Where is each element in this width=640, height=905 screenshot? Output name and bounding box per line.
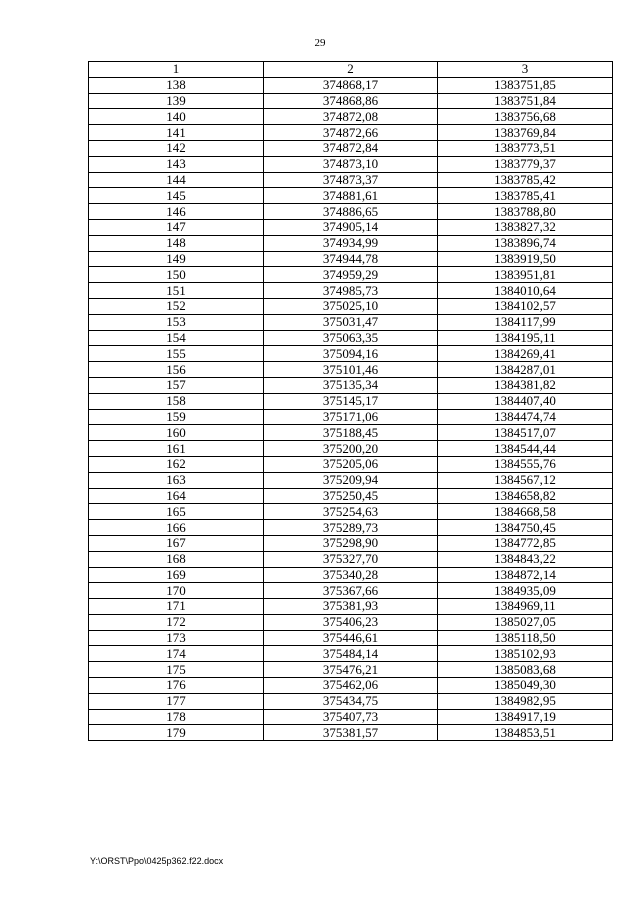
x-coordinate-cell: 374868,86 bbox=[264, 93, 438, 109]
x-coordinate-cell: 374886,65 bbox=[264, 204, 438, 220]
table-row bbox=[89, 204, 613, 220]
y-coordinate-cell: 1384567,12 bbox=[438, 472, 613, 488]
page-number: 29 bbox=[314, 37, 326, 49]
table-row bbox=[89, 709, 613, 725]
x-coordinate-cell: 374959,29 bbox=[264, 267, 438, 283]
y-coordinate-cell: 1384668,58 bbox=[438, 504, 613, 520]
x-coordinate-cell: 375209,94 bbox=[264, 472, 438, 488]
table-row bbox=[89, 109, 613, 125]
table-row bbox=[89, 377, 613, 393]
x-coordinate-cell: 375484,14 bbox=[264, 646, 438, 662]
y-coordinate-cell: 1384474,74 bbox=[438, 409, 613, 425]
table-body bbox=[89, 77, 613, 740]
table-row bbox=[89, 330, 613, 346]
x-coordinate-cell: 375135,34 bbox=[264, 377, 438, 393]
x-coordinate-cell: 375476,21 bbox=[264, 662, 438, 678]
x-coordinate-cell: 374934,99 bbox=[264, 235, 438, 251]
point-number-cell: 161 bbox=[89, 441, 264, 457]
x-coordinate-cell: 375381,93 bbox=[264, 599, 438, 615]
table-row bbox=[89, 504, 613, 520]
point-number-cell: 178 bbox=[89, 709, 264, 725]
y-coordinate-cell: 1384544,44 bbox=[438, 441, 613, 457]
point-number-cell: 155 bbox=[89, 346, 264, 362]
table-row bbox=[89, 567, 613, 583]
y-coordinate-cell: 1383756,68 bbox=[438, 109, 613, 125]
point-number-cell: 146 bbox=[89, 204, 264, 220]
x-coordinate-cell: 374873,10 bbox=[264, 156, 438, 172]
y-coordinate-cell: 1384853,51 bbox=[438, 725, 613, 741]
y-coordinate-cell: 1385027,05 bbox=[438, 614, 613, 630]
y-coordinate-cell: 1384658,82 bbox=[438, 488, 613, 504]
point-number-cell: 143 bbox=[89, 156, 264, 172]
x-coordinate-cell: 375446,61 bbox=[264, 630, 438, 646]
y-coordinate-cell: 1384195,11 bbox=[438, 330, 613, 346]
y-coordinate-cell: 1383773,51 bbox=[438, 140, 613, 156]
x-coordinate-cell: 375250,45 bbox=[264, 488, 438, 504]
y-coordinate-cell: 1384772,85 bbox=[438, 535, 613, 551]
x-coordinate-cell: 375298,90 bbox=[264, 535, 438, 551]
table-row bbox=[89, 646, 613, 662]
point-number-cell: 163 bbox=[89, 472, 264, 488]
point-number-cell: 147 bbox=[89, 219, 264, 235]
point-number-cell: 167 bbox=[89, 535, 264, 551]
table-row bbox=[89, 599, 613, 615]
point-number-cell: 174 bbox=[89, 646, 264, 662]
table-row bbox=[89, 409, 613, 425]
table-row bbox=[89, 251, 613, 267]
y-coordinate-cell: 1384935,09 bbox=[438, 583, 613, 599]
point-number-cell: 152 bbox=[89, 298, 264, 314]
table-row bbox=[89, 188, 613, 204]
point-number-cell: 150 bbox=[89, 267, 264, 283]
point-number-cell: 162 bbox=[89, 456, 264, 472]
table-row bbox=[89, 678, 613, 694]
y-coordinate-cell: 1383751,84 bbox=[438, 93, 613, 109]
point-number-cell: 170 bbox=[89, 583, 264, 599]
x-coordinate-cell: 375063,35 bbox=[264, 330, 438, 346]
table-row bbox=[89, 630, 613, 646]
table-row bbox=[89, 693, 613, 709]
point-number-cell: 173 bbox=[89, 630, 264, 646]
table-row bbox=[89, 267, 613, 283]
table-row bbox=[89, 314, 613, 330]
point-number-cell: 142 bbox=[89, 140, 264, 156]
table-row bbox=[89, 520, 613, 536]
y-coordinate-cell: 1384117,99 bbox=[438, 314, 613, 330]
table-row bbox=[89, 551, 613, 567]
x-coordinate-cell: 374872,66 bbox=[264, 125, 438, 141]
table-row bbox=[89, 346, 613, 362]
y-coordinate-cell: 1384517,07 bbox=[438, 425, 613, 441]
y-coordinate-cell: 1383779,37 bbox=[438, 156, 613, 172]
y-coordinate-cell: 1383785,41 bbox=[438, 188, 613, 204]
point-number-cell: 157 bbox=[89, 377, 264, 393]
table-row bbox=[89, 298, 613, 314]
column-header-point: 1 bbox=[89, 62, 264, 78]
table-row bbox=[89, 172, 613, 188]
x-coordinate-cell: 375434,75 bbox=[264, 693, 438, 709]
column-header-y: 3 bbox=[438, 62, 613, 78]
point-number-cell: 160 bbox=[89, 425, 264, 441]
point-number-cell: 158 bbox=[89, 393, 264, 409]
table-row bbox=[89, 725, 613, 741]
table-row bbox=[89, 583, 613, 599]
table-row bbox=[89, 77, 613, 93]
table-row bbox=[89, 456, 613, 472]
table-row bbox=[89, 235, 613, 251]
y-coordinate-cell: 1384917,19 bbox=[438, 709, 613, 725]
x-coordinate-cell: 374872,84 bbox=[264, 140, 438, 156]
table-row bbox=[89, 472, 613, 488]
table-row bbox=[89, 219, 613, 235]
point-number-cell: 172 bbox=[89, 614, 264, 630]
y-coordinate-cell: 1384872,14 bbox=[438, 567, 613, 583]
y-coordinate-cell: 1384102,57 bbox=[438, 298, 613, 314]
y-coordinate-cell: 1384555,76 bbox=[438, 456, 613, 472]
point-number-cell: 175 bbox=[89, 662, 264, 678]
x-coordinate-cell: 374944,78 bbox=[264, 251, 438, 267]
point-number-cell: 140 bbox=[89, 109, 264, 125]
y-coordinate-cell: 1385102,93 bbox=[438, 646, 613, 662]
point-number-cell: 159 bbox=[89, 409, 264, 425]
point-number-cell: 151 bbox=[89, 283, 264, 299]
point-number-cell: 156 bbox=[89, 362, 264, 378]
table-row bbox=[89, 156, 613, 172]
y-coordinate-cell: 1383785,42 bbox=[438, 172, 613, 188]
y-coordinate-cell: 1384381,82 bbox=[438, 377, 613, 393]
y-coordinate-cell: 1384750,45 bbox=[438, 520, 613, 536]
x-coordinate-cell: 375406,23 bbox=[264, 614, 438, 630]
point-number-cell: 177 bbox=[89, 693, 264, 709]
x-coordinate-cell: 375145,17 bbox=[264, 393, 438, 409]
point-number-cell: 176 bbox=[89, 678, 264, 694]
point-number-cell: 145 bbox=[89, 188, 264, 204]
x-coordinate-cell: 374985,73 bbox=[264, 283, 438, 299]
y-coordinate-cell: 1383827,32 bbox=[438, 219, 613, 235]
table-row bbox=[89, 393, 613, 409]
y-coordinate-cell: 1385118,50 bbox=[438, 630, 613, 646]
x-coordinate-cell: 374881,61 bbox=[264, 188, 438, 204]
x-coordinate-cell: 375025,10 bbox=[264, 298, 438, 314]
x-coordinate-cell: 375200,20 bbox=[264, 441, 438, 457]
table-header-row bbox=[89, 62, 613, 78]
table-row bbox=[89, 535, 613, 551]
point-number-cell: 141 bbox=[89, 125, 264, 141]
table-row bbox=[89, 93, 613, 109]
x-coordinate-cell: 375031,47 bbox=[264, 314, 438, 330]
point-number-cell: 169 bbox=[89, 567, 264, 583]
x-coordinate-cell: 375094,16 bbox=[264, 346, 438, 362]
x-coordinate-cell: 375462,06 bbox=[264, 678, 438, 694]
y-coordinate-cell: 1383951,81 bbox=[438, 267, 613, 283]
x-coordinate-cell: 375188,45 bbox=[264, 425, 438, 441]
x-coordinate-cell: 375340,28 bbox=[264, 567, 438, 583]
table-row bbox=[89, 441, 613, 457]
point-number-cell: 139 bbox=[89, 93, 264, 109]
table-row bbox=[89, 488, 613, 504]
x-coordinate-cell: 375381,57 bbox=[264, 725, 438, 741]
x-coordinate-cell: 375254,63 bbox=[264, 504, 438, 520]
point-number-cell: 149 bbox=[89, 251, 264, 267]
x-coordinate-cell: 375407,73 bbox=[264, 709, 438, 725]
y-coordinate-cell: 1385083,68 bbox=[438, 662, 613, 678]
x-coordinate-cell: 374872,08 bbox=[264, 109, 438, 125]
point-number-cell: 138 bbox=[89, 77, 264, 93]
y-coordinate-cell: 1383751,85 bbox=[438, 77, 613, 93]
table-row bbox=[89, 125, 613, 141]
column-header-x: 2 bbox=[264, 62, 438, 78]
file-path-footer: Y:\ORST\Ppo\0425p362.f22.docx bbox=[90, 856, 224, 866]
point-number-cell: 171 bbox=[89, 599, 264, 615]
point-number-cell: 168 bbox=[89, 551, 264, 567]
y-coordinate-cell: 1385049,30 bbox=[438, 678, 613, 694]
x-coordinate-cell: 375101,46 bbox=[264, 362, 438, 378]
x-coordinate-cell: 375327,70 bbox=[264, 551, 438, 567]
point-number-cell: 164 bbox=[89, 488, 264, 504]
y-coordinate-cell: 1384287,01 bbox=[438, 362, 613, 378]
table-row bbox=[89, 140, 613, 156]
table-row bbox=[89, 283, 613, 299]
y-coordinate-cell: 1383769,84 bbox=[438, 125, 613, 141]
x-coordinate-cell: 374868,17 bbox=[264, 77, 438, 93]
coordinates-table bbox=[88, 61, 613, 741]
y-coordinate-cell: 1383896,74 bbox=[438, 235, 613, 251]
point-number-cell: 179 bbox=[89, 725, 264, 741]
point-number-cell: 144 bbox=[89, 172, 264, 188]
point-number-cell: 154 bbox=[89, 330, 264, 346]
y-coordinate-cell: 1384010,64 bbox=[438, 283, 613, 299]
y-coordinate-cell: 1384969,11 bbox=[438, 599, 613, 615]
point-number-cell: 153 bbox=[89, 314, 264, 330]
x-coordinate-cell: 374873,37 bbox=[264, 172, 438, 188]
point-number-cell: 148 bbox=[89, 235, 264, 251]
y-coordinate-cell: 1384269,41 bbox=[438, 346, 613, 362]
point-number-cell: 165 bbox=[89, 504, 264, 520]
x-coordinate-cell: 375289,73 bbox=[264, 520, 438, 536]
x-coordinate-cell: 375367,66 bbox=[264, 583, 438, 599]
x-coordinate-cell: 375171,06 bbox=[264, 409, 438, 425]
table-row bbox=[89, 614, 613, 630]
y-coordinate-cell: 1384843,22 bbox=[438, 551, 613, 567]
y-coordinate-cell: 1384407,40 bbox=[438, 393, 613, 409]
y-coordinate-cell: 1383788,80 bbox=[438, 204, 613, 220]
table-row bbox=[89, 362, 613, 378]
y-coordinate-cell: 1383919,50 bbox=[438, 251, 613, 267]
x-coordinate-cell: 375205,06 bbox=[264, 456, 438, 472]
point-number-cell: 166 bbox=[89, 520, 264, 536]
table-row bbox=[89, 662, 613, 678]
x-coordinate-cell: 374905,14 bbox=[264, 219, 438, 235]
table-row bbox=[89, 425, 613, 441]
y-coordinate-cell: 1384982,95 bbox=[438, 693, 613, 709]
